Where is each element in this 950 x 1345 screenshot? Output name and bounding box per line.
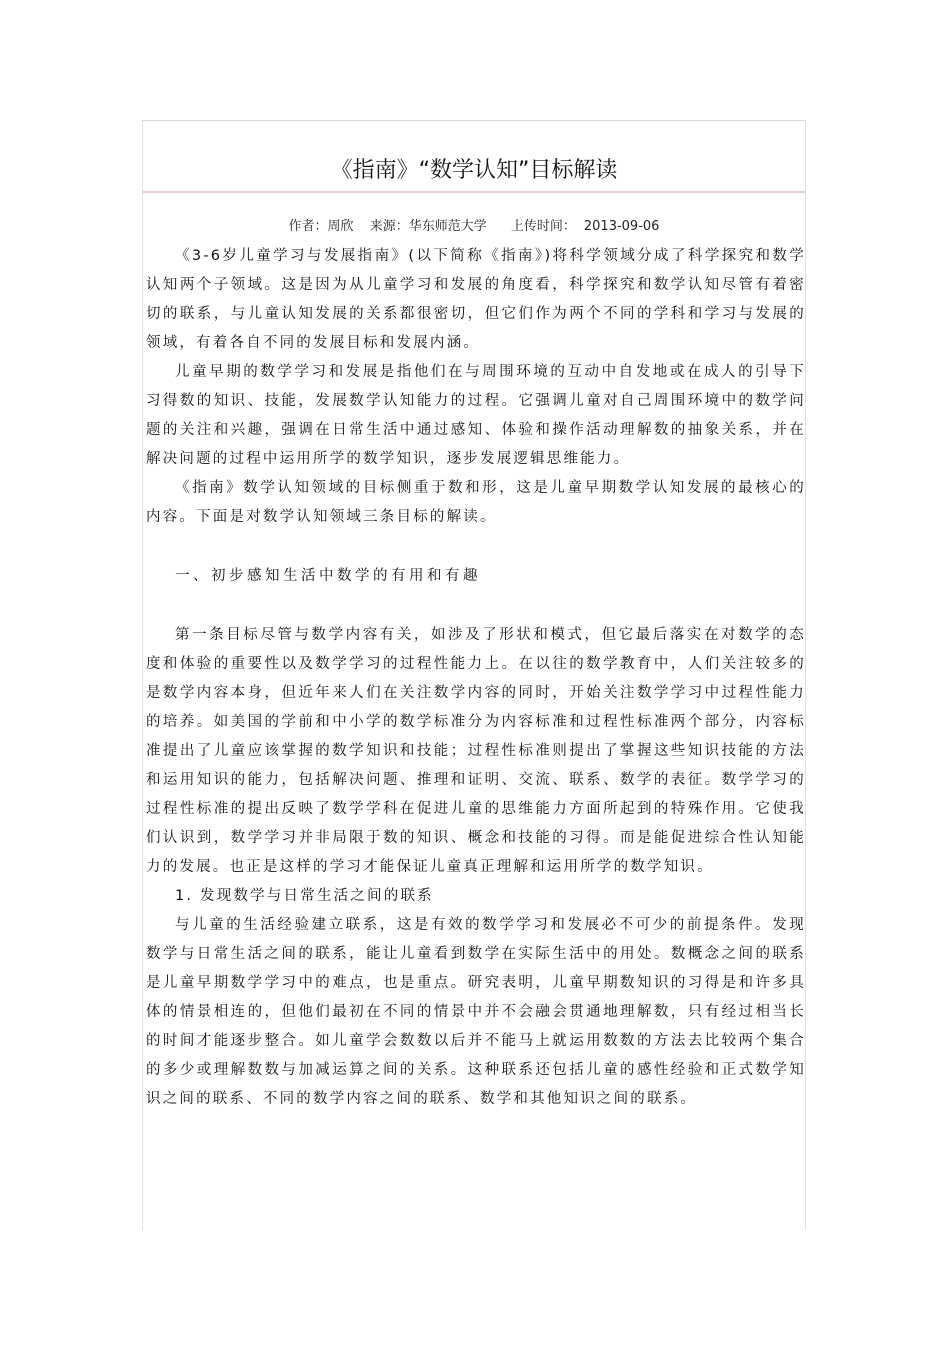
article-body <box>146 242 806 1114</box>
intro-paragraph-3: 《指南》数学认知领域的目标侧重于数和形，这是儿童早期数学认知发展的最核心的内容。下面是对数学认知领域三条目标的解读。 <box>146 480 806 525</box>
author-label: 作者：周欣 <box>288 219 354 234</box>
article-title: 《指南》“数学认知”目标解读 <box>330 158 618 183</box>
subsection-heading-1: 1. 发现数学与日常生活之间的联系 <box>175 888 434 904</box>
section-heading-1: 一、初步感知生活中数学的有用和有趣 <box>175 568 481 584</box>
upload-time-label: 上传时间： <box>510 219 576 234</box>
article-meta <box>142 218 806 236</box>
section-1-paragraph: 第一条目标尽管与数学内容有关，如涉及了形状和模式，但它最后落实在对数学的态度和体验的重要性以及数学学习的过程性能力上。在以往的数学教育中，人们关注较多的是数学内容本身，但近年来人们在关注数学内容的同时，开始关注数学学习中过程性能力的培养。如美国的学前和中小学的数学标准分为内容标准和过程性标准两个部分，内容标准提出了儿童应该掌握的数学知识和技能；过程性标准则提出了掌握这些知识技能的方法和运用知识的能力，包括解决问题、推理和证明、交流、联系、数学的表征。数学学习的过程性标准的提出反映了数学学科在促进儿童的思维能力方面所起到的特殊作用。它使我们认识到，数学学习并非局限于数的知识、概念和技能的习得。而是能促进综合性认知能力的发展。也正是这样的学习才能保证儿童真正理解和运用所学的数学知识。 <box>146 627 806 875</box>
title-divider <box>143 191 805 193</box>
source-label: 来源：华东师范大学 <box>369 219 487 234</box>
spacer <box>146 591 806 621</box>
subsection-1-paragraph: 与儿童的生活经验建立联系，这是有效的数学学习和发展必不可少的前提条件。发现数学与日常生活之间的联系，能让儿童看到数学在实际生活中的用处。数概念之间的联系是儿童早期数学学习中的难点，也是重点。研究表明，儿童早期数知识的习得是和许多具体的情景相连的，但他们最初在不同的情景中并不会融会贯通地理解数，只有经过相当长的时间才能逐步整合。如儿童学会数数以后并不能马上就运用数数的方法去比较两个集合的多少或理解数数与加减运算之间的关系。这种联系还包括儿童的感性经验和正式数学知识之间的联系、不同的数学内容之间的联系、数学和其他知识之间的联系。 <box>146 917 806 1107</box>
spacer <box>146 532 806 562</box>
intro-paragraph-2: 儿童早期的数学学习和发展是指他们在与周围环境的互动中自发地或在成人的引导下习得数的知识、技能，发展数学认知能力的过程。它强调儿童对自己周围环境中的数学问题的关注和兴趣，强调在日常生活中通过感知、体验和操作活动理解数的抽象关系，并在解决问题的过程中运用所学的数学知识，逐步发展逻辑思维能力。 <box>146 364 806 467</box>
intro-paragraph-1: 《3-6岁儿童学习与发展指南》(以下简称《指南》)将科学领域分成了科学探究和数学认知两个子领域。这是因为从儿童学习和发展的角度看，科学探究和数学认知尽管有着密切的联系，与儿童认知发展的关系都很密切，但它们作为两个不同的学科和学习与发展的领域，有着各自不同的发展目标和发展内涵。 <box>146 248 806 351</box>
upload-date: 2013-09-06 <box>583 219 660 234</box>
